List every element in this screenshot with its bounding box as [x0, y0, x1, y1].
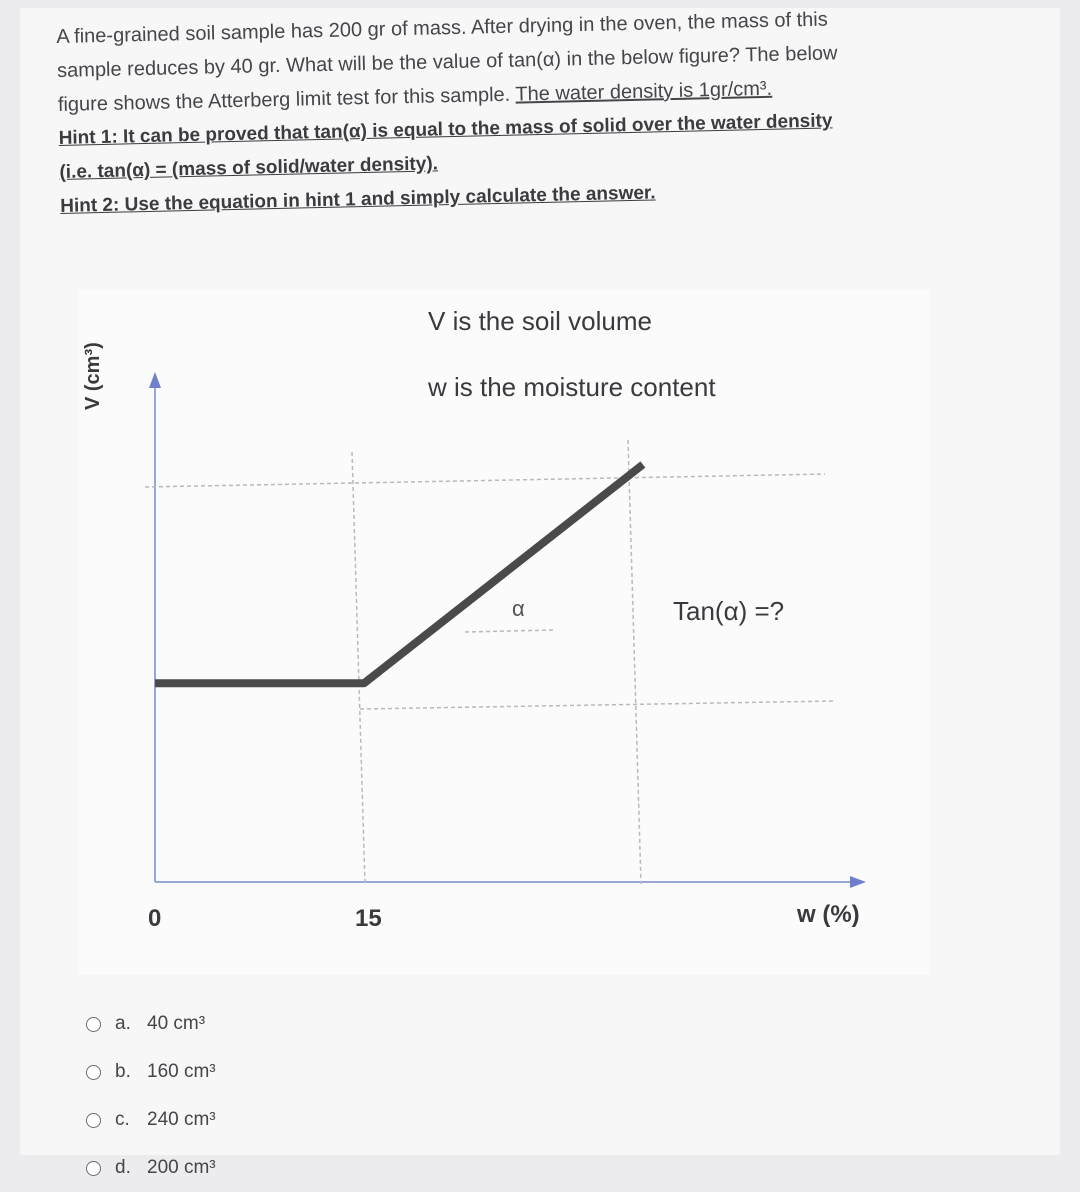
hint-2: Hint 2: Use the equation in hint 1 and simply calculate the answer.: [59, 182, 656, 217]
guide-x15: [352, 452, 365, 884]
question-line-plain: figure shows the Atterberg limit test for this sample.: [57, 83, 516, 116]
water-density-note: The water density is 1gr/cm³.: [515, 77, 773, 106]
guide-xend: [628, 440, 641, 884]
radio-button[interactable]: [86, 1161, 101, 1176]
x-axis-label: w (%): [797, 901, 860, 928]
series-line-v-w: [155, 465, 643, 684]
option-b[interactable]: [86, 1048, 216, 1096]
question-line: A fine-grained soil sample has 200 gr of mass. After drying in the oven, the mass of this: [56, 8, 828, 48]
answer-options: [86, 1000, 216, 1192]
radio-button[interactable]: [86, 1017, 101, 1032]
hint-1: Hint 1: It can be proved that tan(α) is equal to the mass of solid over the water density: [58, 110, 833, 149]
option-text: 40 cm³: [147, 1013, 206, 1034]
note-moisture: w is the moisture content: [428, 372, 716, 402]
option-c[interactable]: [86, 1096, 216, 1144]
y-axis-label: V (cm³): [82, 342, 104, 410]
x-axis-arrow: [850, 876, 866, 888]
note-volume: V is the soil volume: [428, 306, 652, 336]
alpha-label: α: [512, 596, 525, 621]
option-letter: c.: [115, 1109, 130, 1130]
radio-button[interactable]: [86, 1113, 101, 1128]
radio-button[interactable]: [86, 1065, 101, 1080]
option-text: 240 cm³: [147, 1109, 216, 1130]
guide-mid: [360, 701, 835, 709]
x-tick-0: 0: [148, 905, 162, 932]
option-text: 200 cm³: [147, 1157, 216, 1178]
option-letter: d.: [115, 1157, 131, 1178]
x-tick-15: 15: [355, 905, 382, 932]
option-d[interactable]: [86, 1144, 216, 1192]
option-a[interactable]: [86, 1000, 216, 1048]
option-text: 160 cm³: [147, 1061, 216, 1082]
option-letter: b.: [115, 1061, 131, 1082]
option-letter: a.: [115, 1013, 131, 1034]
y-axis-arrow: [149, 372, 161, 388]
guide-top: [145, 474, 825, 487]
tan-alpha-question: Tan(α) =?: [673, 596, 785, 626]
alpha-base: [465, 630, 555, 632]
hint-1-continued: (i.e. tan(α) = (mass of solid/water density).: [59, 153, 439, 183]
question-line: sample reduces by 40 gr. What will be the value of tan(α) in the below figure? The below: [56, 42, 838, 82]
